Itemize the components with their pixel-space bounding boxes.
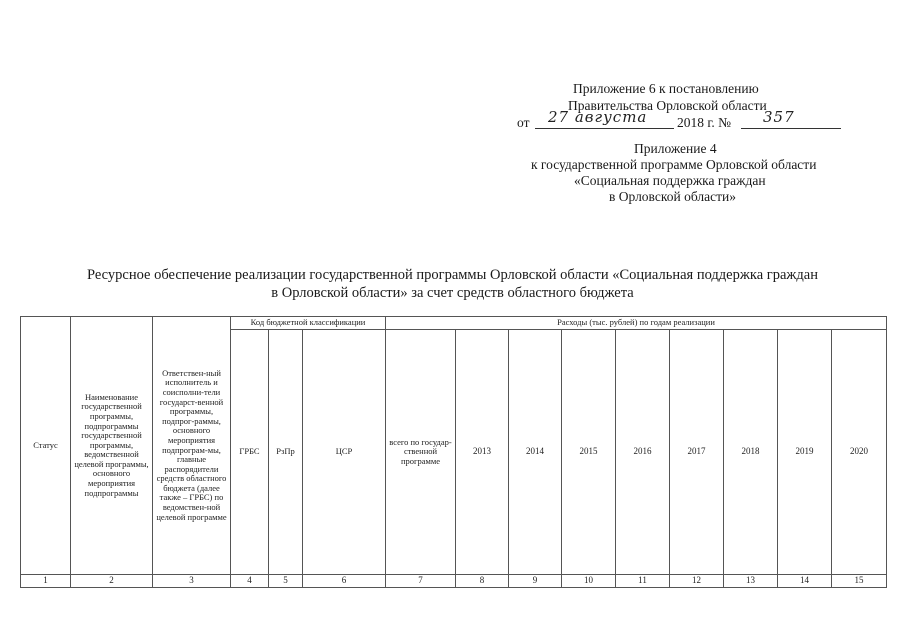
header-year: 2015 [562, 330, 616, 575]
header-expenses: Расходы (тыс. рублей) по годам реализации [386, 317, 887, 330]
column-number: 11 [616, 575, 670, 588]
date-prefix: от [517, 115, 530, 130]
date-underline [535, 128, 674, 129]
column-number: 12 [670, 575, 724, 588]
program-line-3: в Орловской области» [609, 189, 736, 204]
header-year: 2018 [724, 330, 778, 575]
column-number: 9 [509, 575, 562, 588]
date-handwritten: 27 августа [548, 108, 648, 126]
column-number: 8 [456, 575, 509, 588]
title-line-1: Ресурсное обеспечение реализации государственной программы Орловской области «Социальная поддержка граждан [87, 267, 818, 283]
document-title [40, 266, 865, 302]
appendix-4: Приложение 4 [634, 141, 717, 156]
header-year: 2019 [778, 330, 832, 575]
column-number: 3 [153, 575, 231, 588]
column-number: 2 [71, 575, 153, 588]
title-line-2: в Орловской области» за счет средств областного бюджета [271, 285, 634, 301]
header-year: 2016 [616, 330, 670, 575]
resource-table [20, 316, 887, 588]
appendix-line-1: Приложение 6 к постановлению [573, 81, 759, 96]
header-total: всего по государ-ственной программе [386, 330, 456, 575]
column-number: 1 [21, 575, 71, 588]
header-status: Статус [21, 317, 71, 575]
header-responsible: Ответствен-ный исполнитель и соисполни-тели государст-венной программы, подпрог-раммы, основного мероприятия подпрограм-мы, главные распорядители средств областного бюджета (далее также – ГРБС) по ведомствен-ной целевой программе [153, 317, 231, 575]
header-grbs: ГРБС [231, 330, 269, 575]
program-line-1: к государственной программе Орловской области [531, 157, 817, 172]
number-handwritten: 357 [763, 108, 795, 126]
header-year: 2014 [509, 330, 562, 575]
column-number: 10 [562, 575, 616, 588]
column-number: 13 [724, 575, 778, 588]
program-line-2: «Социальная поддержка граждан [574, 173, 766, 188]
appendix-line-2: Правительства Орловской области [568, 98, 767, 113]
header-year: 2013 [456, 330, 509, 575]
column-number: 15 [832, 575, 887, 588]
date-year: 2018 г. № [677, 115, 732, 130]
header-csr: ЦСР [303, 330, 386, 575]
number-underline [741, 128, 841, 129]
header-budget-code: Код бюджетной классификации [231, 317, 386, 330]
header-rzpr: РзПр [269, 330, 303, 575]
header-year: 2017 [670, 330, 724, 575]
column-number: 5 [269, 575, 303, 588]
header-year: 2020 [832, 330, 887, 575]
column-number: 4 [231, 575, 269, 588]
column-number: 6 [303, 575, 386, 588]
header-name: Наименование государственной программы, подпрограммы государственной программы, ведомственной целевой программы, основного мероприятия подпрограммы [71, 317, 153, 575]
column-number: 7 [386, 575, 456, 588]
column-number: 14 [778, 575, 832, 588]
